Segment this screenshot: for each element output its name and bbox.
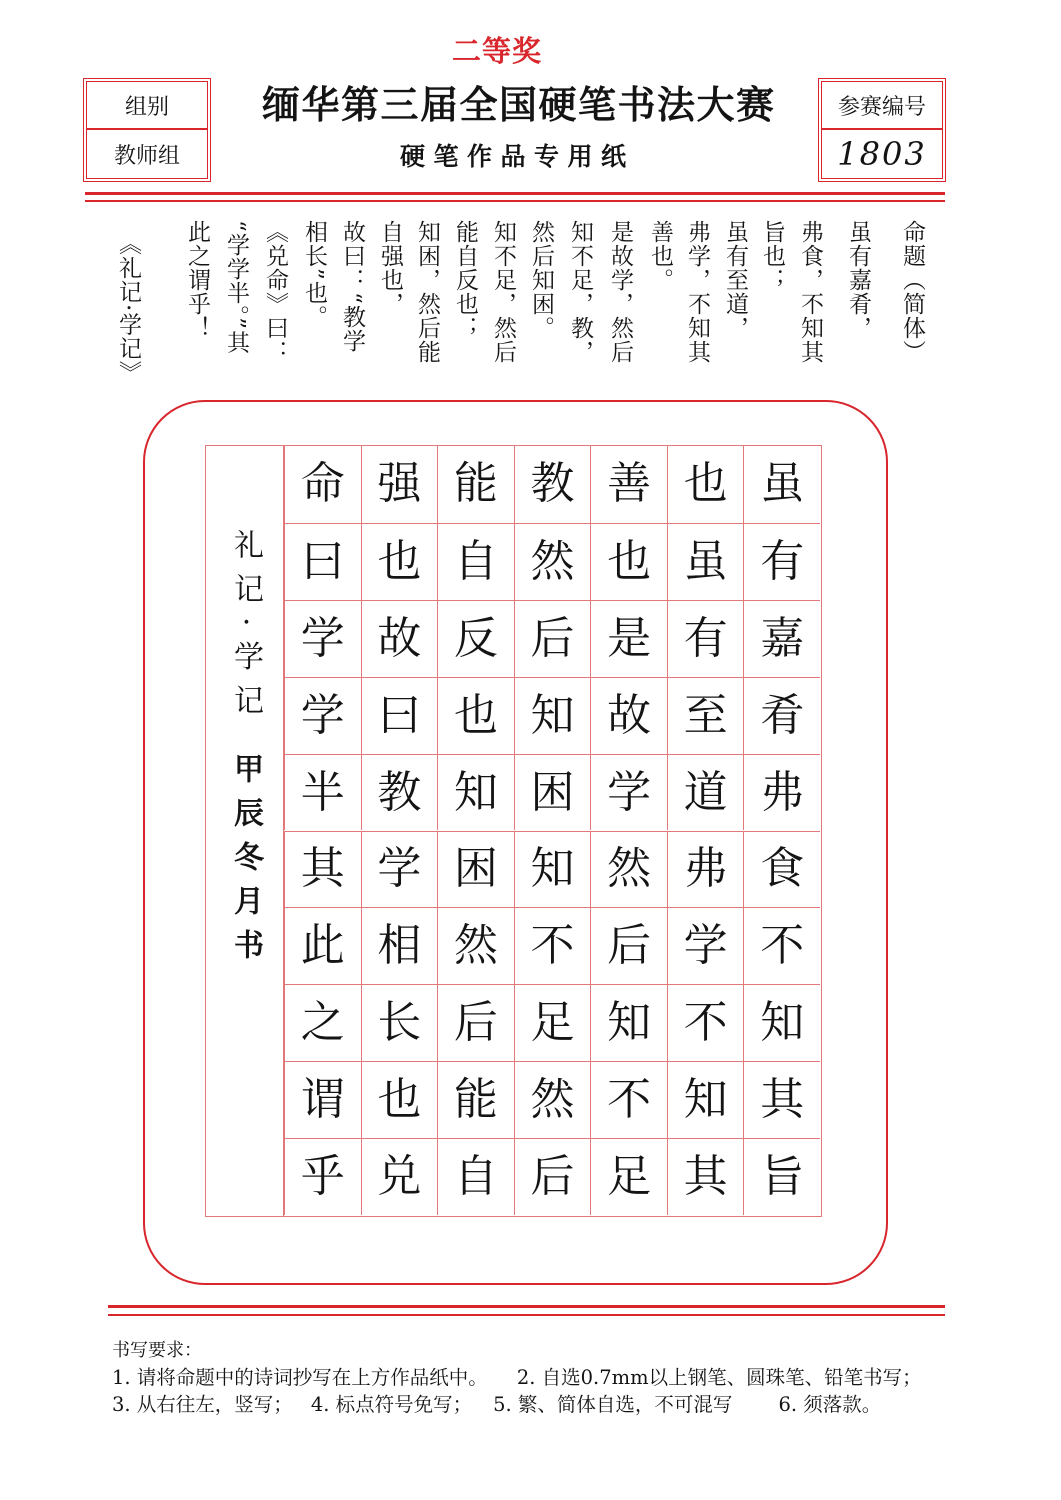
grid-character: 后	[607, 920, 652, 972]
prompt-heading: 命题（简体）	[899, 220, 925, 364]
grid-character: 也	[683, 458, 728, 510]
grid-cell	[284, 754, 361, 831]
grid-cell	[590, 677, 667, 754]
grid-cell	[743, 677, 820, 754]
grid-character: 肴	[760, 689, 805, 741]
grid-cell	[590, 446, 667, 523]
prompt-column: 知困，然后能	[414, 220, 440, 364]
grid-cell	[284, 446, 361, 523]
grid-character: 其	[683, 1151, 728, 1203]
grid-character: 教	[377, 766, 422, 818]
grid-character: 道	[683, 766, 728, 818]
grid-cell	[437, 523, 514, 600]
grid-character: 学	[300, 689, 345, 741]
grid-character: 知	[453, 766, 498, 818]
grid-character: 有	[760, 535, 805, 587]
prompt-column: 旨也；	[759, 220, 785, 292]
grid-character: 然	[530, 535, 575, 587]
grid-character: 有	[683, 612, 728, 664]
grid-character: 反	[453, 612, 498, 664]
grid-cell	[361, 984, 438, 1061]
grid-character: 弗	[760, 766, 805, 818]
grid-character: 善	[607, 458, 652, 510]
grid-character: 不	[607, 1074, 652, 1126]
signature-date: 甲辰冬月书	[228, 753, 263, 973]
grid-character: 学	[683, 920, 728, 972]
prompt-column: 此之谓乎！	[184, 220, 210, 340]
prompt-column: “学学半。”其	[223, 220, 249, 355]
header-divider-thin	[85, 200, 945, 202]
grid-cell	[284, 831, 361, 908]
grid-character: 半	[300, 766, 345, 818]
prompt-text	[0, 220, 1061, 395]
grid-cell	[514, 1061, 591, 1138]
grid-cell	[667, 1138, 744, 1215]
entry-number-value: 1803	[837, 135, 927, 173]
grid-cell	[590, 754, 667, 831]
grid-cell	[284, 907, 361, 984]
grid-character: 知	[760, 997, 805, 1049]
prompt-column: 相长”也。	[301, 220, 327, 329]
grid-cell	[437, 600, 514, 677]
grid-character: 后	[453, 997, 498, 1049]
grid-character: 教	[530, 458, 575, 510]
prompt-column: 弗学，不知其	[684, 220, 710, 364]
grid-character: 其	[300, 843, 345, 895]
grid-character: 不	[683, 997, 728, 1049]
grid-character: 知	[530, 843, 575, 895]
grid-cell	[743, 984, 820, 1061]
group-box	[83, 78, 211, 182]
prompt-column: 虽有至道，	[722, 220, 748, 340]
grid-cell	[514, 600, 591, 677]
grid-character: 曰	[300, 535, 345, 587]
grid-character: 后	[530, 612, 575, 664]
grid-cell	[361, 523, 438, 600]
prompt-column: 是故学，然后	[607, 220, 633, 364]
grid-cell	[284, 984, 361, 1061]
grid-character: 故	[607, 689, 652, 741]
prompt-column: 故曰：“教学	[339, 220, 365, 353]
grid-character: 曰	[377, 689, 422, 741]
grid-cell	[437, 984, 514, 1061]
requirement-item: 2. 自选0.7mm以上钢笔、圆珠笔、铅笔书写；	[516, 1366, 922, 1389]
group-value: 教师组	[113, 143, 180, 169]
grid-cell	[743, 523, 820, 600]
grid-character: 其	[760, 1074, 805, 1126]
grid-cell	[590, 523, 667, 600]
grid-character: 后	[530, 1151, 575, 1203]
grid-character: 虽	[760, 458, 805, 510]
requirement-item: 4. 标点符号免写；	[310, 1393, 473, 1416]
entry-number-box	[818, 78, 946, 182]
grid-cell	[667, 984, 744, 1061]
grid-cell	[667, 907, 744, 984]
grid-character: 是	[607, 612, 652, 664]
grid-cell	[437, 831, 514, 908]
grid-cell	[514, 446, 591, 523]
requirement-item: 1. 请将命题中的诗词抄写在上方作品纸中。	[112, 1366, 488, 1389]
requirement-item: 5. 繁、简体自选，不可混写	[493, 1393, 733, 1416]
grid-character: 不	[760, 920, 805, 972]
requirement-item: 3. 从右往左，竖写；	[112, 1393, 293, 1416]
grid-cell	[590, 907, 667, 984]
group-label: 组别	[87, 82, 207, 130]
grid-character: 嘉	[760, 612, 805, 664]
header-divider-thick	[85, 192, 945, 195]
page-subtitle: 硬笔作品专用纸	[400, 142, 635, 171]
grid-character: 乎	[300, 1151, 345, 1203]
grid-cell	[361, 600, 438, 677]
footer-divider-thin	[108, 1314, 945, 1316]
grid-cell	[361, 677, 438, 754]
grid-cell	[284, 600, 361, 677]
grid-cell	[361, 1061, 438, 1138]
grid-cell	[514, 984, 591, 1061]
grid-cell	[590, 984, 667, 1061]
grid-character: 强	[377, 458, 422, 510]
grid-cell	[361, 446, 438, 523]
grid-character: 也	[607, 535, 652, 587]
prompt-column: 弗食，不知其	[797, 220, 823, 364]
footer-divider-thick	[108, 1305, 945, 1308]
grid-cell	[437, 677, 514, 754]
grid-character: 能	[453, 1074, 498, 1126]
award-label: 二等奖	[452, 34, 543, 68]
grid-cell	[361, 1138, 438, 1215]
prompt-column: 善也。	[647, 220, 673, 292]
grid-character: 学	[300, 612, 345, 664]
grid-cell	[437, 1061, 514, 1138]
grid-character: 自	[453, 1151, 498, 1203]
grid-character: 也	[377, 1074, 422, 1126]
grid-cell	[667, 446, 744, 523]
grid-cell	[514, 1138, 591, 1215]
grid-character: 命	[300, 458, 345, 510]
grid-character: 虽	[683, 535, 728, 587]
grid-cell	[743, 831, 820, 908]
grid-character: 能	[453, 458, 498, 510]
grid-character: 不	[530, 920, 575, 972]
grid-character: 弗	[683, 843, 728, 895]
grid-character: 食	[760, 843, 805, 895]
writing-grid	[205, 445, 822, 1217]
grid-cell	[514, 523, 591, 600]
grid-cell	[284, 1138, 361, 1215]
grid-cell	[361, 831, 438, 908]
requirements-line	[112, 1365, 922, 1391]
grid-character: 之	[300, 997, 345, 1049]
grid-cell	[743, 754, 820, 831]
grid-cell	[590, 1138, 667, 1215]
grid-character: 相	[377, 920, 422, 972]
requirements-line	[112, 1392, 881, 1418]
page-title: 缅华第三届全国硬笔书法大赛	[262, 82, 776, 127]
prompt-column: 《兑命》曰：	[262, 220, 288, 364]
grid-character: 知	[607, 997, 652, 1049]
grid-cell	[590, 600, 667, 677]
grid-cell	[514, 754, 591, 831]
grid-cell	[514, 907, 591, 984]
prompt-source: 《礼记·学记》	[115, 232, 141, 385]
grid-character: 旨	[760, 1151, 805, 1203]
grid-cell	[667, 677, 744, 754]
grid-cell	[284, 523, 361, 600]
grid-cell	[514, 831, 591, 908]
grid-cell	[743, 600, 820, 677]
grid-character: 也	[377, 535, 422, 587]
grid-cell	[667, 831, 744, 908]
grid-cell	[667, 754, 744, 831]
signature-column	[206, 446, 284, 1216]
grid-cell	[437, 907, 514, 984]
grid-cell	[667, 1061, 744, 1138]
grid-cell	[590, 1061, 667, 1138]
signature-source: 礼记·学记	[228, 529, 263, 729]
grid-cell	[667, 600, 744, 677]
requirements-heading: 书写要求：	[112, 1340, 202, 1361]
grid-character: 学	[377, 843, 422, 895]
grid-cell	[361, 907, 438, 984]
entry-number-label: 参赛编号	[822, 82, 942, 130]
grid-character: 困	[453, 843, 498, 895]
grid-cell	[284, 677, 361, 754]
prompt-column: 知不足，然后	[490, 220, 516, 364]
grid-cell	[743, 446, 820, 523]
grid-character: 然	[607, 843, 652, 895]
grid-cell	[743, 1061, 820, 1138]
prompt-column: 然后知困。	[528, 220, 554, 340]
prompt-column: 自强也，	[377, 220, 403, 316]
grid-character: 自	[453, 535, 498, 587]
grid-character: 足	[530, 997, 575, 1049]
grid-cell	[361, 754, 438, 831]
grid-cell	[667, 523, 744, 600]
grid-cell	[743, 1138, 820, 1215]
prompt-column: 能自反也；	[452, 220, 478, 340]
grid-character: 困	[530, 766, 575, 818]
grid-character: 此	[300, 920, 345, 972]
grid-cell	[284, 1061, 361, 1138]
grid-character: 知	[530, 689, 575, 741]
grid-character: 学	[607, 766, 652, 818]
grid-character: 知	[683, 1074, 728, 1126]
grid-character: 足	[607, 1151, 652, 1203]
grid-cell	[437, 1138, 514, 1215]
grid-character: 然	[530, 1074, 575, 1126]
grid-cell	[743, 907, 820, 984]
grid-character: 谓	[300, 1074, 345, 1126]
grid-cell	[514, 677, 591, 754]
grid-character: 兑	[377, 1151, 422, 1203]
grid-cell	[437, 754, 514, 831]
grid-character: 故	[377, 612, 422, 664]
grid-character: 也	[453, 689, 498, 741]
grid-cell	[590, 831, 667, 908]
grid-cell	[437, 446, 514, 523]
prompt-column: 知不足，教，	[567, 220, 593, 364]
grid-character: 至	[683, 689, 728, 741]
requirement-item: 6. 须落款。	[778, 1393, 882, 1416]
grid-character: 然	[453, 920, 498, 972]
grid-character: 长	[377, 997, 422, 1049]
prompt-column: 虽有嘉肴，	[845, 220, 871, 340]
